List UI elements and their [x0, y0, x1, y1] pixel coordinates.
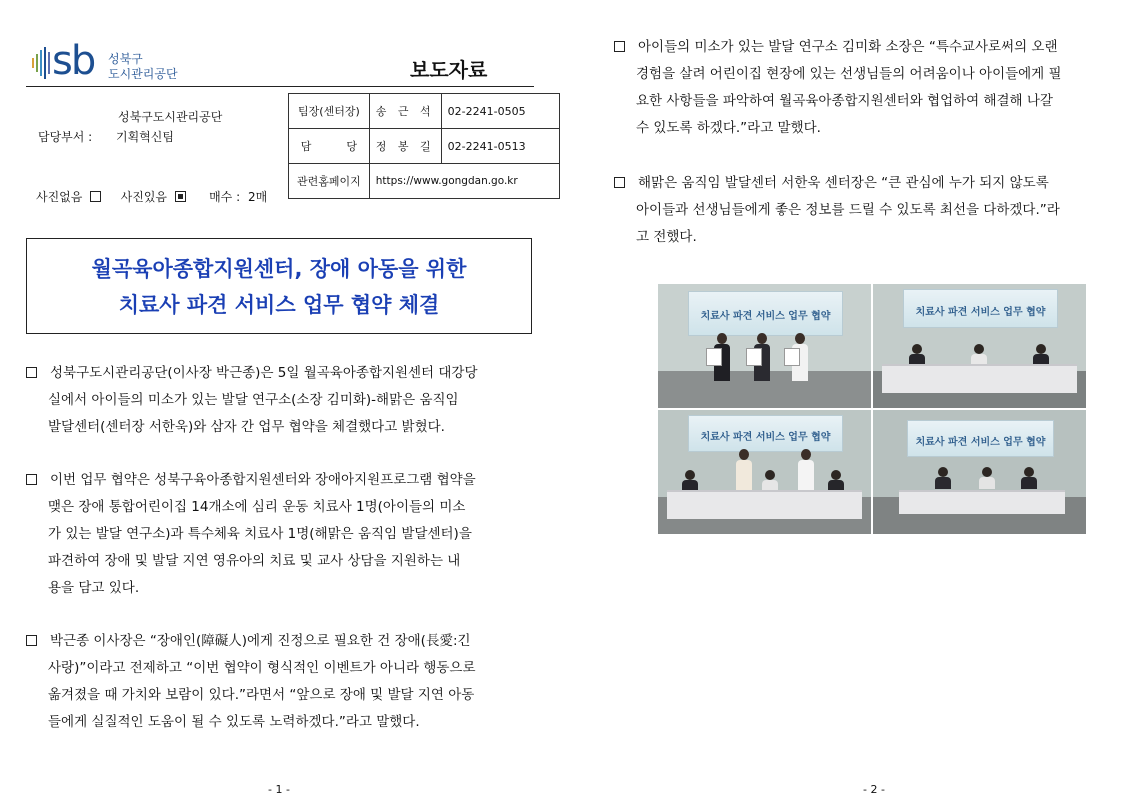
press-release-title: 보도자료: [410, 58, 488, 82]
photo-banner: [688, 291, 843, 335]
square-bullet-icon: [614, 177, 625, 188]
signing-table: [667, 490, 863, 519]
page-number: - 1 -: [268, 783, 290, 796]
photo-collage: [658, 284, 1086, 534]
department-org: 성북구도시관리공단: [118, 110, 223, 124]
no-photo-label: 사진없음: [36, 190, 83, 204]
person-figure: [979, 467, 995, 489]
person-figure: [682, 470, 698, 492]
contact-role: 관련홈페이지: [289, 164, 370, 199]
department-team: 기획혁신팀: [116, 130, 174, 144]
header-divider: [26, 86, 534, 87]
contact-name: 정 봉 길: [369, 129, 441, 164]
banner-text: 치료사 파견 서비스 업무 협약: [915, 436, 1046, 448]
paragraph: [26, 467, 536, 602]
signing-table: [882, 364, 1078, 393]
paragraph-line: 해맑은 움직임 발달센터 서한욱 센터장은 “큰 관심에 누가 되지 않도록: [638, 175, 1049, 191]
with-photo-label: 사진있음: [120, 190, 168, 204]
paragraph-line: 용을 담고 있다.: [48, 580, 140, 596]
paragraph-line: 맺은 장애 통합어린이집 14개소에 심리 운동 치료사 1명(아이들의 미소: [48, 499, 466, 515]
person-figure: [935, 467, 951, 489]
paragraph-line: 아이들의 미소가 있는 발달 연구소 김미화 소장은 “특수교사로써의 오랜: [638, 39, 1058, 55]
photo-info: [36, 188, 271, 205]
table-row: [289, 164, 560, 199]
paragraph-line: 사랑)”이라고 전제하고 “이번 협약이 형식적인 이벤트가 아니라 행동으로: [48, 660, 476, 676]
paragraph-line: 경험을 살려 어린이집 현장에 있는 선생님들의 어려움이나 아이들에게 필: [636, 66, 1062, 82]
agreement-document: [784, 348, 800, 366]
page-number: - 2 -: [863, 783, 885, 796]
person-figure: [971, 344, 987, 366]
paragraph-line: 가 있는 발달 연구소)과 특수체육 치료사 1명(해맑은 움직임 발달센터)을: [48, 526, 472, 542]
person-figure: [1033, 344, 1049, 366]
agreement-document: [746, 348, 762, 366]
table-row: [289, 94, 560, 129]
person-figure: [909, 344, 925, 366]
paragraph-line: 고 전했다.: [636, 229, 697, 245]
square-bullet-icon: [26, 635, 37, 646]
headline-line: 치료사 파견 서비스 업무 협약 체결: [118, 293, 440, 317]
paragraph-line: 들에게 실질적인 도움이 될 수 있도록 노력하겠다.”라고 말했다.: [48, 714, 420, 730]
square-bullet-icon: [614, 41, 625, 52]
photo-signing-with-staff: [658, 410, 871, 534]
paragraph-line: 요한 사항들을 파악하여 월곡육아종합지원센터와 협업하여 해결해 나갈: [636, 93, 1053, 109]
paragraph-line: 성북구도시관리공단(이사장 박근종)은 5일 월곡육아종합지원센터 대강당: [50, 365, 478, 381]
paragraph-line: 옮겨졌을 때 가치와 보람이 있다.”라면서 “앞으로 장애 및 발달 지연 아동: [48, 687, 475, 703]
photo-seated-signing: [873, 284, 1086, 408]
logo-mark-text: sb: [52, 38, 95, 84]
photo-signing-ceremony: [658, 284, 871, 408]
person-figure: [828, 470, 844, 492]
department-label: 담당부서 :: [38, 130, 93, 144]
contact-name: 송 근 석: [369, 94, 441, 129]
paragraph-line: 발달센터(센터장 서한욱)와 삼자 간 업무 협약을 체결했다고 밝혔다.: [48, 419, 445, 435]
photo-wide-seated: [873, 410, 1086, 534]
pages-value: 2매: [247, 190, 268, 204]
person-figure: [1021, 467, 1037, 489]
banner-text: 치료사 파견 서비스 업무 협약: [700, 431, 831, 443]
paragraph: [26, 628, 536, 736]
photo-banner: [903, 289, 1058, 328]
no-photo-checkbox: [90, 191, 101, 202]
logo-org-line1: 성북구: [108, 52, 143, 66]
logo-stripes-icon: [30, 44, 54, 82]
pages-label: 매수 :: [209, 190, 241, 204]
square-bullet-icon: [26, 474, 37, 485]
banner-text: 치료사 파견 서비스 업무 협약: [700, 310, 831, 322]
square-bullet-icon: [26, 367, 37, 378]
contact-phone: 02-2241-0505: [441, 94, 559, 129]
logo-org-line2: 도시관리공단: [108, 67, 178, 81]
contact-role: 담 당: [289, 129, 370, 164]
paragraph-line: 파견하여 장애 및 발달 지연 영유아의 치료 및 교사 상담을 지원하는 내: [48, 553, 461, 569]
page-1: [0, 0, 560, 808]
paragraph-line: 박근종 이사장은 “장애인(障礙人)에게 진정으로 필요한 건 장애(長愛:긴: [50, 633, 471, 649]
with-photo-checkbox: [175, 191, 186, 202]
agreement-document: [706, 348, 722, 366]
paragraph-line: 이번 업무 협약은 성북구육아종합지원센터와 장애아지원프로그램 협약을: [50, 472, 476, 488]
signing-table: [899, 490, 1065, 514]
paragraph-line: 아이들과 선생님들에게 좋은 정보를 드릴 수 있도록 최선을 다하겠다.”라: [636, 202, 1060, 218]
contact-phone: 02-2241-0513: [441, 129, 559, 164]
photo-banner: [907, 420, 1054, 457]
paragraph-line: 수 있도록 하겠다.”라고 말했다.: [636, 120, 821, 136]
headline-line: 월곡육아종합지원센터, 장애 아동을 위한: [91, 257, 467, 281]
table-row: [289, 129, 560, 164]
paragraph: [26, 360, 536, 441]
paragraph-line: 실에서 아이들의 미소가 있는 발달 연구소(소장 김미화)-해맑은 움직임: [48, 392, 459, 408]
photo-banner: [688, 415, 843, 452]
organization-logo: [30, 38, 180, 86]
banner-text: 치료사 파견 서비스 업무 협약: [915, 306, 1046, 318]
contact-table: [288, 93, 560, 199]
homepage-link[interactable]: https://www.gongdan.go.kr: [369, 164, 559, 199]
paragraph: [614, 34, 1126, 142]
headline-box: [26, 238, 532, 334]
paragraph: [614, 170, 1126, 251]
contact-role: 팀장(센터장): [289, 94, 370, 129]
person-figure: [762, 470, 778, 492]
